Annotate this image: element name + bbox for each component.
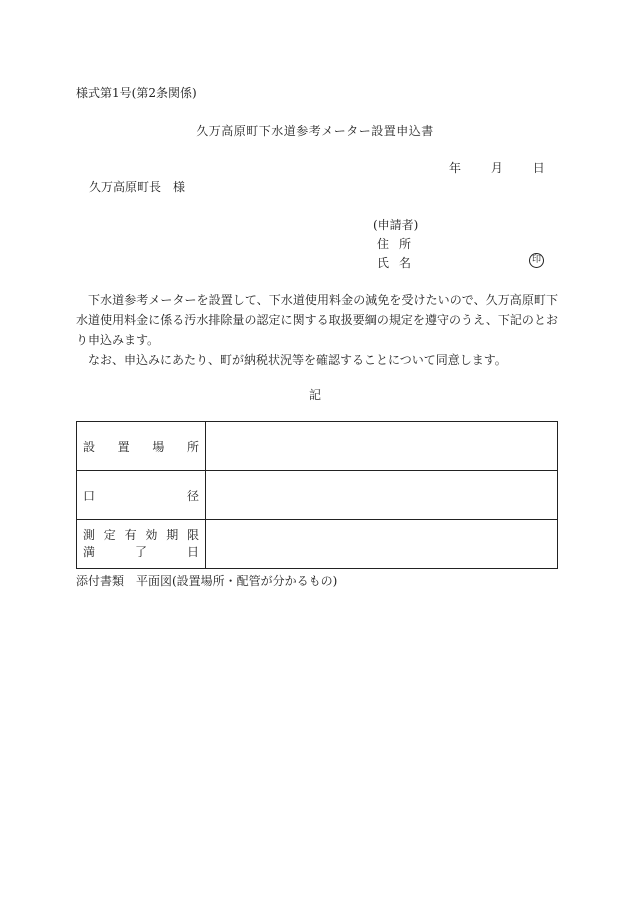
label-diameter: 口 径 xyxy=(77,471,206,520)
table-row xyxy=(77,520,558,569)
label-installation-location: 設 置 場 所 xyxy=(77,422,206,471)
date-year: 年 xyxy=(449,161,462,175)
attachments-note: 添付書類 平面図(設置場所・配管が分かるもの) xyxy=(76,574,338,588)
value-installation-location[interactable] xyxy=(206,422,558,471)
value-validity-expiry-date[interactable] xyxy=(206,520,558,569)
table-row xyxy=(77,471,558,520)
ki-heading: 記 xyxy=(308,388,321,402)
name-label: 氏名 xyxy=(377,256,422,270)
seal-mark: 印 xyxy=(529,253,544,268)
address-label: 住所 xyxy=(377,237,422,251)
body-paragraph-2: なお、申込みにあたり、町が納税状況等を確認することについて同意します。 xyxy=(88,353,507,367)
table-row xyxy=(77,422,558,471)
document-title: 久万高原町下水道参考メーター設置申込書 xyxy=(196,124,434,138)
label-validity-expiry-date: 測 定 有 効 期 限 満 了 日 xyxy=(77,520,206,569)
date-month: 月 xyxy=(490,161,503,175)
details-table xyxy=(76,421,558,569)
addressee: 久万高原町長 様 xyxy=(89,180,186,194)
date-day: 日 xyxy=(532,161,545,175)
body-text xyxy=(76,290,558,370)
value-diameter[interactable] xyxy=(206,471,558,520)
date-line xyxy=(449,159,545,176)
form-number: 様式第1号(第2条関係) xyxy=(76,86,197,100)
applicant-label: (申請者) xyxy=(373,218,419,232)
body-paragraph-1: 下水道参考メーターを設置して、下水道使用料金の減免を受けたいので、久万高原町下水道使用料金に係る汚水排除量の認定に関する取扱要綱の規定を遵守のうえ、下記のとおり申込みます。 xyxy=(76,293,558,347)
